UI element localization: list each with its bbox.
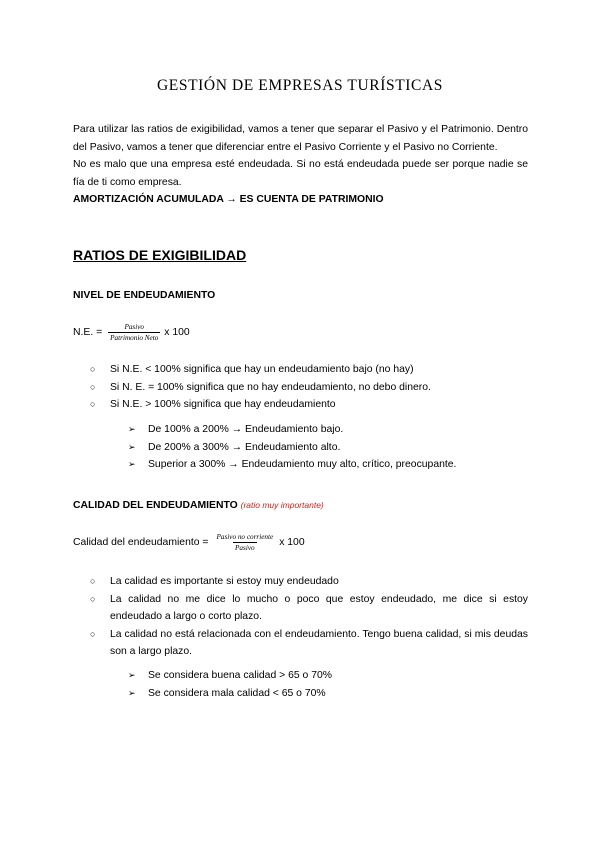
- nivel-formula-multiplier: x 100: [164, 327, 190, 338]
- calidad-sub-list: [128, 667, 528, 702]
- calidad-bullet-list: [90, 573, 528, 661]
- circle-bullet-icon: ○: [90, 593, 96, 604]
- section-title: RATIOS DE EXIGIBILIDAD: [73, 247, 247, 263]
- intro-paragraph-1: Para utilizar las ratios de exigibilidad, vamos a tener que separar el Pasivo y el Patrimonio. Dentro del Pasivo, vamos a tener que diferenciar entre el Pasivo Corriente y el Pasivo no Corriente.: [73, 124, 528, 153]
- circle-bullet-icon: ○: [90, 628, 96, 639]
- nivel-formula-lhs: N.E. =: [73, 327, 103, 338]
- circle-bullet-icon: ○: [90, 576, 96, 586]
- circle-bullet-icon: ○: [90, 399, 96, 409]
- circle-bullet-icon: ○: [90, 364, 96, 374]
- list-item: ○ La calidad no me dice lo mucho o poco que estoy endeudado, me dice si estoy endeudado a largo o corto plazo.: [90, 591, 528, 626]
- list-item: ○ Si N. E. = 100% significa que no hay endeudamiento, no debo dinero.: [90, 379, 530, 397]
- list-item: ○ La calidad es importante si estoy muy endeudado: [90, 573, 528, 591]
- arrow-bullet-icon: ➢: [128, 459, 136, 469]
- list-item: ○ Si N.E. < 100% significa que hay un endeudamiento bajo (no hay): [90, 361, 530, 379]
- intro-paragraph-2: No es malo que una empresa esté endeudada. Si no está endeudada puede ser porque nadie se fía de ti como empresa.: [73, 159, 528, 188]
- circle-bullet-icon: ○: [90, 381, 96, 392]
- calidad-formula-numerator: Pasivo no corriente: [216, 533, 274, 541]
- list-item: ➢ Se considera mala calidad < 65 o 70%: [128, 685, 528, 703]
- calidad-formula-multiplier: x 100: [279, 537, 305, 548]
- list-item: ➢ De 200% a 300% → Endeudamiento alto.: [128, 439, 528, 457]
- nivel-heading: NIVEL DE ENDEUDAMIENTO: [73, 290, 216, 301]
- list-item: ➢ De 100% a 200% → Endeudamiento bajo.: [128, 421, 528, 439]
- document-title: GESTIÓN DE EMPRESAS TURÍSTICAS: [157, 77, 443, 94]
- nivel-formula: [73, 323, 190, 342]
- intro-block: [73, 121, 528, 209]
- calidad-heading: [73, 500, 324, 511]
- calidad-formula-lhs: Calidad del endeudamiento =: [73, 537, 209, 548]
- nivel-formula-denominator: Patrimonio Neto: [110, 334, 159, 342]
- nivel-formula-fraction: [108, 323, 160, 342]
- calidad-formula-fraction: [214, 533, 275, 552]
- calidad-formula-denominator: Pasivo: [235, 544, 255, 552]
- list-item: ○ La calidad no está relacionada con el endeudamiento. Tengo buena calidad, si mis deudas son a largo plazo.: [90, 626, 528, 661]
- list-item: ➢ Superior a 300% → Endeudamiento muy alto, crítico, preocupante.: [128, 456, 528, 474]
- nivel-sub-list: [128, 421, 528, 474]
- arrow-bullet-icon: ➢: [128, 441, 136, 452]
- list-item: ○ Si N.E. > 100% significa que hay endeudamiento: [90, 396, 530, 414]
- calidad-heading-text: CALIDAD DEL ENDEUDAMIENTO: [73, 500, 238, 511]
- arrow-bullet-icon: ➢: [128, 687, 136, 698]
- arrow-bullet-icon: ➢: [128, 670, 136, 680]
- arrow-bullet-icon: ➢: [128, 424, 136, 434]
- nivel-bullet-list: [90, 361, 530, 414]
- intro-paragraph-3: AMORTIZACIÓN ACUMULADA → ES CUENTA DE PATRIMONIO: [73, 194, 384, 206]
- calidad-note: (ratio muy importante): [240, 500, 324, 510]
- list-item: ➢ Se considera buena calidad > 65 o 70%: [128, 667, 528, 685]
- nivel-formula-numerator: Pasivo: [124, 323, 145, 331]
- calidad-formula: [73, 533, 305, 552]
